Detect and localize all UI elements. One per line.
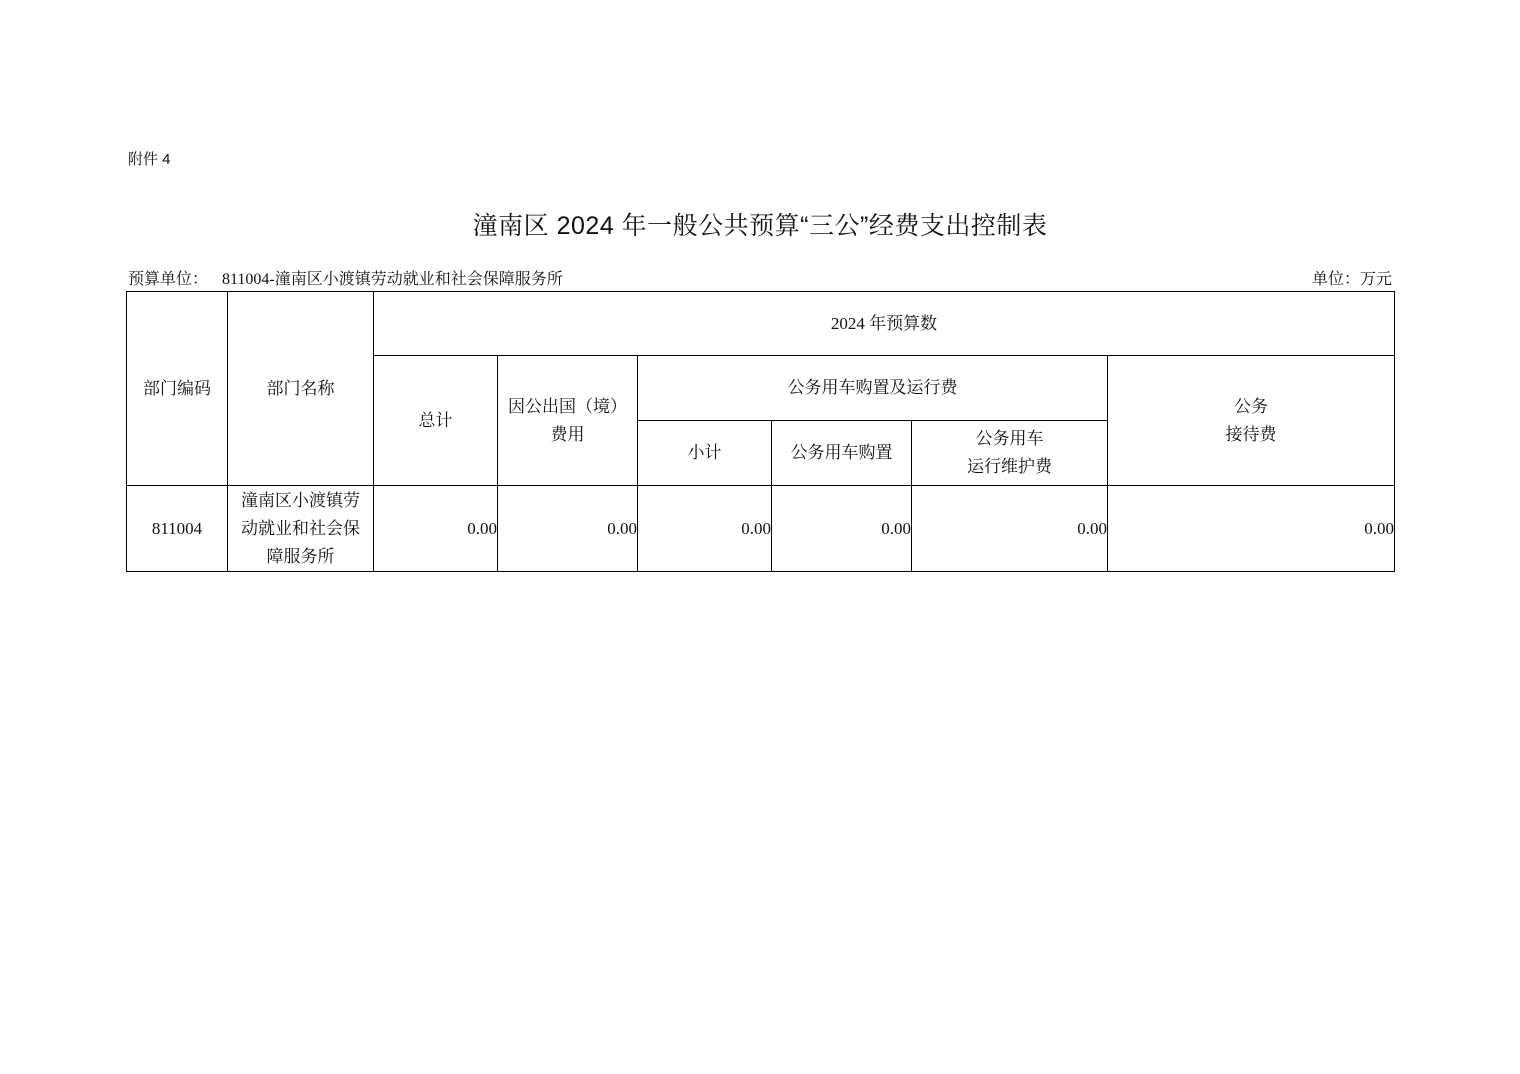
- header-reception-line1: 公务: [1234, 396, 1268, 416]
- cell-reception: 0.00: [1108, 486, 1395, 572]
- header-reception: [1108, 356, 1395, 486]
- cell-dept-name-line1: 潼南区小渡镇劳: [241, 490, 360, 510]
- page-title: 潼南区 2024 年一般公共预算“三公”经费支出控制表: [472, 212, 1048, 240]
- attachment-label: 附件 4: [128, 151, 171, 168]
- header-vehicle-purchase: 公务用车购置: [772, 421, 912, 486]
- header-reception-line2: 接待费: [1225, 424, 1277, 444]
- budget-unit: [128, 266, 563, 289]
- cell-vehicle-purchase: 0.00: [772, 486, 912, 572]
- header-budget-group: 2024 年预算数: [374, 292, 1395, 356]
- budget-unit-value: 811004-潼南区小渡镇劳动就业和社会保障服务所: [222, 271, 563, 288]
- header-abroad-line1: 因公出国（境）: [508, 396, 627, 416]
- header-abroad-line2: 费用: [550, 424, 585, 444]
- header-vehicle-running-line1: 公务用车: [975, 429, 1044, 448]
- cell-dept-name-line2: 动就业和社会保: [241, 518, 360, 538]
- header-vehicle-running-line2: 运行维护费: [967, 457, 1052, 476]
- table-row: [127, 486, 1395, 572]
- header-total: 总计: [374, 356, 498, 486]
- header-vehicle-group: 公务用车购置及运行费: [638, 356, 1108, 421]
- header-dept-code: 部门编码: [127, 292, 228, 486]
- budget-unit-label: 预算单位：: [128, 271, 209, 288]
- unit-label: 单位：万元: [1311, 271, 1392, 288]
- cell-total: 0.00: [374, 486, 498, 572]
- cell-dept-name-line3: 障服务所: [266, 546, 335, 566]
- cell-dept-code: 811004: [127, 486, 228, 572]
- header-dept-name: 部门名称: [228, 292, 374, 486]
- budget-table: [126, 291, 1395, 572]
- cell-vehicle-running: 0.00: [912, 486, 1108, 572]
- cell-subtotal: 0.00: [638, 486, 772, 572]
- header-vehicle-running: [912, 421, 1108, 486]
- cell-dept-name: [228, 486, 374, 572]
- header-abroad: [498, 356, 638, 486]
- cell-abroad: 0.00: [498, 486, 638, 572]
- header-subtotal: 小计: [638, 421, 772, 486]
